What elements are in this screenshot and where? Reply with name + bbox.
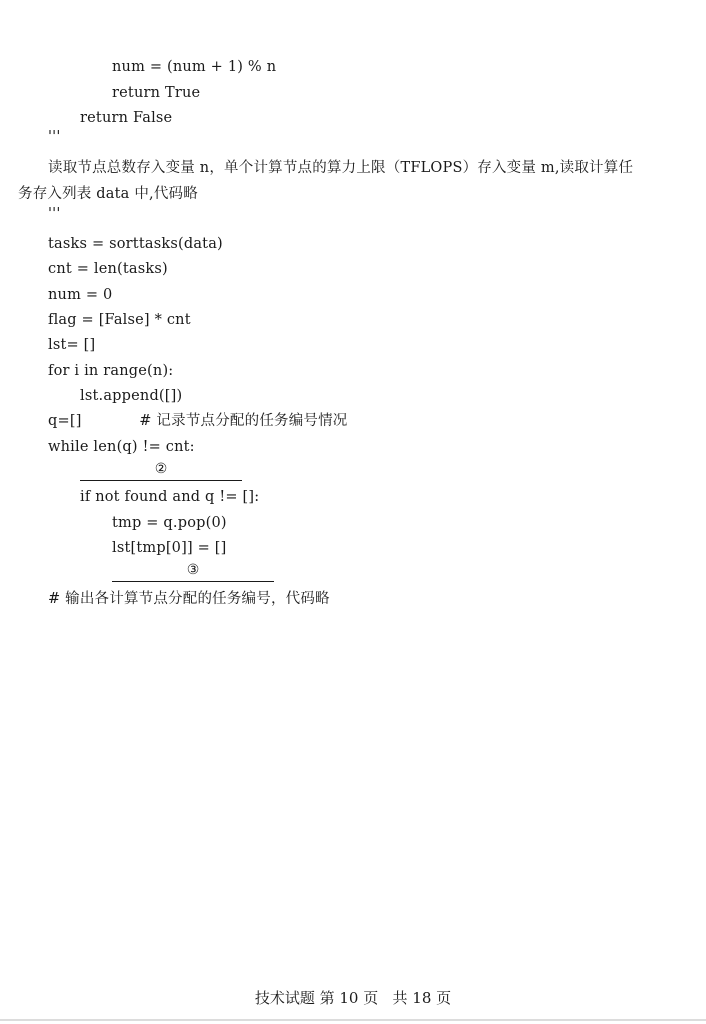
code-line-tasks: tasks = sorttasks(data)	[48, 236, 223, 252]
code-line-output-comment: # 输出各计算节点分配的任务编号，代码略	[48, 591, 330, 607]
bottom-divider	[0, 1019, 706, 1021]
code-line-num-update: num = (num + 1) % n	[112, 59, 277, 75]
code-line-tmp: tmp = q.pop(0)	[112, 515, 227, 531]
code-line-while: while len(q) != cnt:	[48, 439, 195, 455]
page-footer: 技术试题 第 10 页 共 18 页	[254, 989, 452, 1007]
code-line-q-comment: q=[] # 记录节点分配的任务编号情况	[48, 413, 348, 429]
comment-text-line-2: 务存入列表 data 中,代码略	[18, 186, 198, 202]
comment-text-line-1: 读取节点总数存入变量 n，单个计算节点的算力上限（TFLOPS）存入变量 m,读取计算任	[48, 160, 634, 176]
docstring-close: '''	[48, 206, 61, 222]
code-line-cnt: cnt = len(tasks)	[48, 261, 168, 277]
code-line-return-false: return False	[80, 110, 173, 126]
answer-blank-3[interactable]	[112, 559, 274, 582]
blank-3-marker: ③	[186, 562, 200, 578]
code-line-return-true: return True	[112, 85, 201, 101]
code-line-num-init: num = 0	[48, 287, 113, 303]
docstring-open: '''	[48, 129, 61, 145]
answer-blank-2[interactable]	[80, 458, 242, 481]
code-line-lst: lst= []	[48, 337, 96, 353]
code-line-append: lst.append([])	[80, 388, 183, 404]
code-line-if: if not found and q != []:	[80, 489, 260, 505]
code-line-for: for i in range(n):	[48, 363, 174, 379]
blank-2-marker: ②	[154, 461, 168, 477]
code-line-lst-reset: lst[tmp[0]] = []	[112, 540, 227, 556]
code-line-flag: flag = [False] * cnt	[48, 312, 191, 328]
